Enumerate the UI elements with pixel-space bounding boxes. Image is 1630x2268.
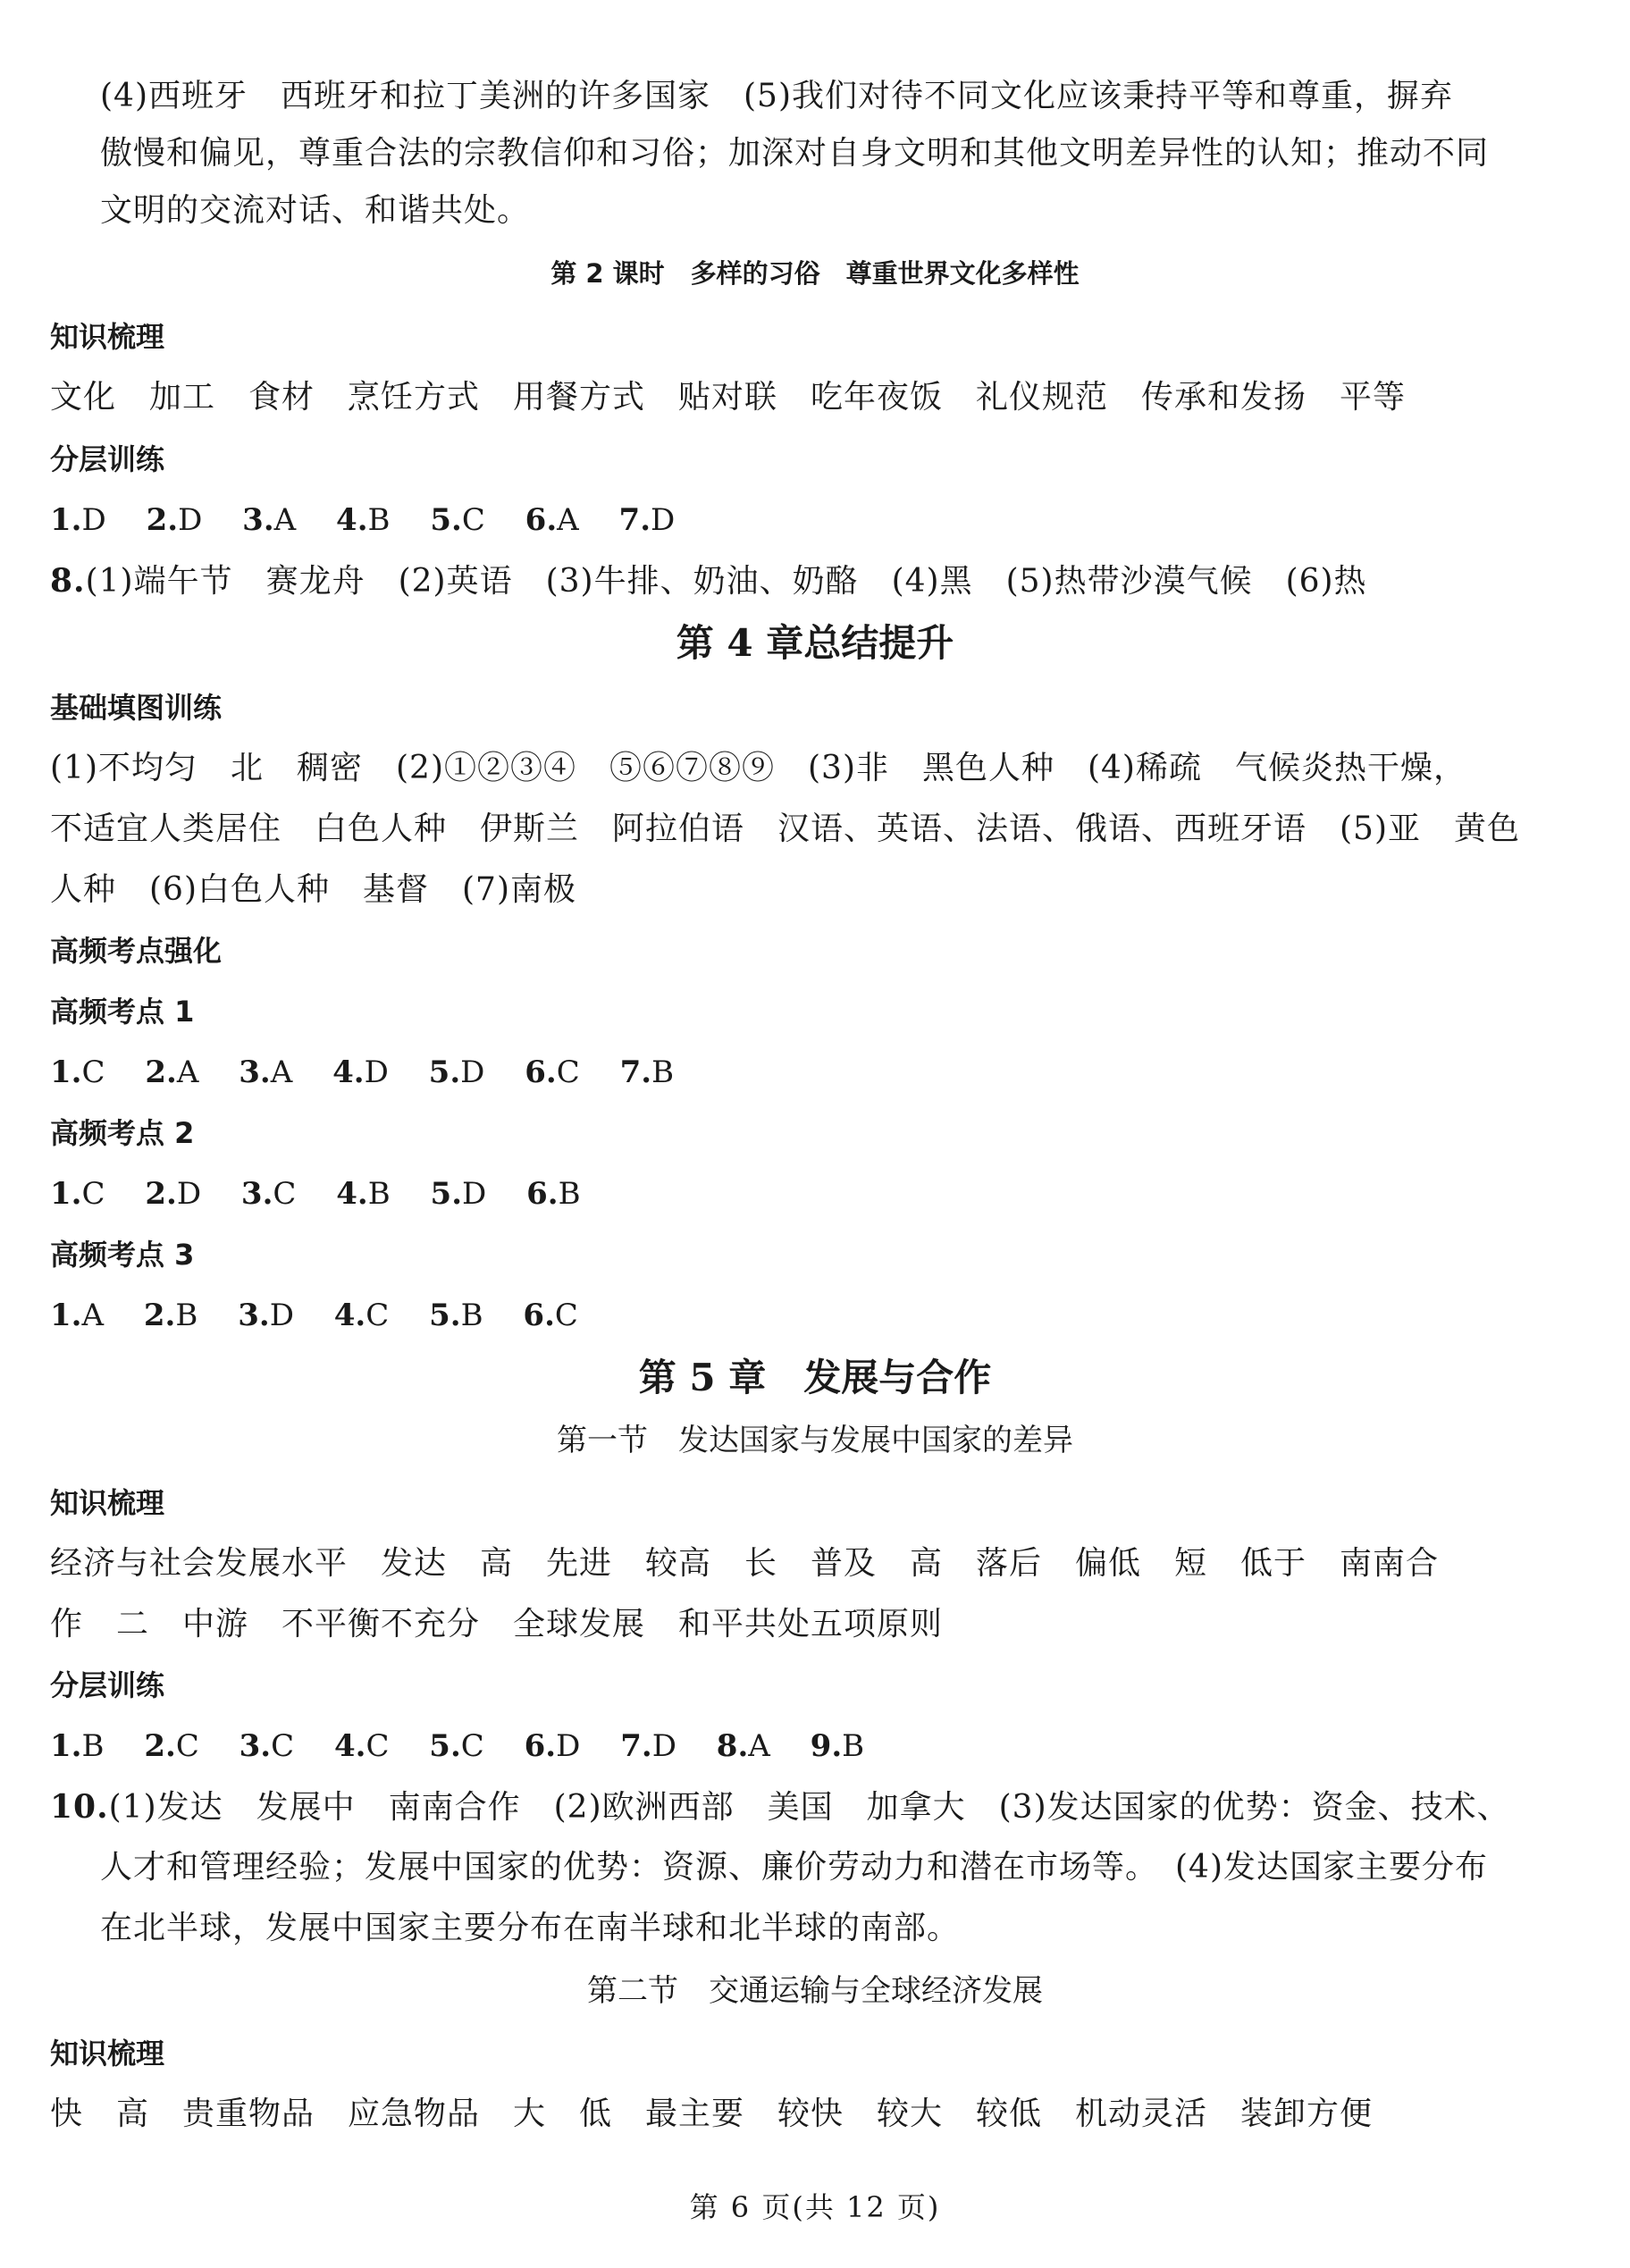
high-frequency-3-answers: [50, 1296, 609, 1335]
answer-item: 5.B: [429, 1298, 483, 1333]
answer-item: 2.C: [144, 1728, 199, 1764]
answer-item: 4.D: [332, 1054, 389, 1090]
section-1-knowledge-line-2: 作 二 中游 不平衡不充分 全球发展 和平共处五项原则: [50, 1606, 944, 1642]
answer-item: 2.D: [145, 1176, 202, 1212]
answer-item: 1.D: [50, 502, 106, 538]
answer-item: 1.C: [50, 1054, 105, 1090]
answer-item: 5.D: [430, 1176, 487, 1212]
section-2-knowledge-text: 快 高 贵重物品 应急物品 大 低 最主要 较快 较大 较低 机动灵活 装卸方便: [50, 2096, 1374, 2132]
question-10-line-2: 人才和管理经验；发展中国家的优势：资源、廉价劳动力和潜在市场等。 (4)发达国家主要分布: [100, 1849, 1488, 1886]
high-frequency-2-heading: 高频考点 2: [50, 1116, 195, 1150]
answer-item: 4.B: [336, 1176, 391, 1212]
training-heading: 分层训练: [50, 442, 165, 476]
answer-item: 4.C: [333, 1298, 390, 1333]
multiple-choice-answers: [50, 500, 705, 540]
answer-item: 7.D: [620, 1728, 676, 1764]
answer-item: 6.B: [526, 1176, 581, 1212]
answer-item: 2.D: [146, 502, 203, 538]
high-frequency-3-heading: 高频考点 3: [50, 1238, 195, 1272]
answer-item: 6.C: [523, 1298, 578, 1333]
answer-item: 3.A: [242, 502, 297, 538]
question-10-line-1: 10.(1)发达 发展中 南南合作 (2)欧洲西部 美国 加拿大 (3)发达国家的优势：资金、技术、: [50, 1788, 1510, 1826]
map-training-line-3: 人种 (6)白色人种 基督 (7)南极: [50, 871, 576, 908]
lesson-title: 第 2 课时 多样的习俗 尊重世界文化多样性: [550, 258, 1080, 289]
section-2-title: 第二节 交通运输与全球经济发展: [587, 1973, 1043, 2009]
section-1-knowledge-heading: 知识梳理: [50, 1486, 165, 1520]
answer-item: 2.B: [143, 1298, 198, 1333]
knowledge-heading: 知识梳理: [50, 320, 165, 354]
answer-item: 1.C: [50, 1176, 105, 1212]
answer-item: 6.D: [524, 1728, 581, 1764]
answer-item: 5.C: [429, 1728, 484, 1764]
answer-item: 4.C: [333, 1728, 390, 1764]
answer-item: 3.A: [239, 1054, 293, 1090]
continuation-line-2: 傲慢和偏见，尊重合法的宗教信仰和习俗；加深对自身文明和其他文明差异性的认知；推动不同: [100, 135, 1490, 172]
answer-item: 2.A: [145, 1054, 199, 1090]
answer-item: 4.B: [336, 502, 391, 538]
answer-item: 3.D: [238, 1298, 294, 1333]
high-frequency-2-answers: [50, 1174, 611, 1214]
answer-item: 1.B: [50, 1728, 105, 1764]
high-frequency-heading: 高频考点强化: [50, 934, 223, 968]
answer-item: 7.B: [619, 1054, 675, 1090]
knowledge-text: 文化 加工 食材 烹饪方式 用餐方式 贴对联 吃年夜饭 礼仪规范 传承和发扬 平等: [50, 379, 1407, 416]
chapter-4-summary-title: 第 4 章总结提升: [676, 621, 954, 665]
answer-item: 9.B: [810, 1728, 865, 1764]
high-frequency-1-answers: [50, 1053, 704, 1092]
question-10-line-3: 在北半球，发展中国家主要分布在南半球和北半球的南部。: [100, 1910, 961, 1946]
section-1-training-heading: 分层训练: [50, 1668, 165, 1702]
answer-item: 3.C: [240, 1176, 297, 1212]
answer-item: 1.A: [50, 1298, 105, 1333]
section-1-knowledge-line-1: 经济与社会发展水平 发达 高 先进 较高 长 普及 高 落后 偏低 短 低于 南南合: [50, 1545, 1440, 1582]
high-frequency-1-heading: 高频考点 1: [50, 995, 195, 1029]
question-8-answer: 8.(1)端午节 赛龙舟 (2)英语 (3)牛排、奶油、奶酪 (4)黑 (5)热带沙漠气候 (6)热: [50, 562, 1367, 600]
answer-item: 5.C: [430, 502, 485, 538]
section-1-title: 第一节 发达国家与发展中国家的差异: [557, 1423, 1073, 1458]
answer-item: 8.A: [716, 1728, 770, 1764]
section-2-knowledge-heading: 知识梳理: [50, 2037, 165, 2071]
answer-item: 6.C: [525, 1054, 580, 1090]
map-training-heading: 基础填图训练: [50, 691, 223, 725]
chapter-5-title: 第 5 章 发展与合作: [638, 1356, 992, 1399]
map-training-line-1: (1)不均匀 北 稠密 (2)①②③④ ⑤⑥⑦⑧⑨ (3)非 黑色人种 (4)稀疏 气候炎热干燥，: [50, 750, 1466, 786]
answer-item: 3.C: [239, 1728, 295, 1764]
section-1-multiple-choice-answers: [50, 1726, 895, 1766]
continuation-line-1: (4)西班牙 西班牙和拉丁美洲的许多国家 (5)我们对待不同文化应该秉持平等和尊重，摒弃: [100, 78, 1453, 114]
map-training-line-2: 不适宜人类居住 白色人种 伊斯兰 阿拉伯语 汉语、英语、法语、俄语、西班牙语 (5)亚 黄色: [50, 811, 1520, 847]
answer-item: 7.D: [618, 502, 676, 538]
answer-item: 5.D: [428, 1054, 485, 1090]
continuation-line-3: 文明的交流对话、和谐共处。: [100, 192, 531, 229]
answer-item: 6.A: [525, 502, 579, 538]
page-number-footer: 第 6 页(共 12 页): [689, 2190, 941, 2224]
